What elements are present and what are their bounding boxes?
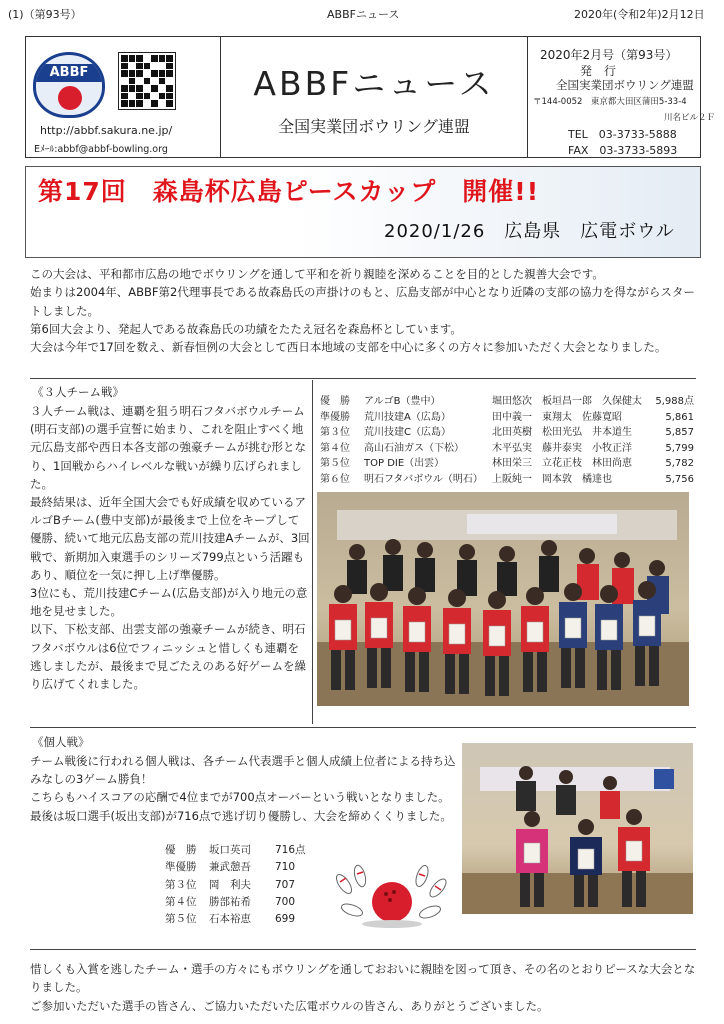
divider	[30, 727, 696, 728]
individual-score: 710	[275, 861, 296, 874]
organization-name: 全国実業団ボウリング連盟	[278, 117, 470, 136]
issue-number: (1)（第93号）	[8, 8, 82, 21]
running-header: ABBFニュース	[327, 8, 400, 21]
newsletter-title: ABBFニュース	[253, 64, 495, 103]
individual-rank: 準優勝	[165, 861, 197, 874]
result-rank: 第４位	[320, 442, 350, 454]
result-rank: 優 勝	[320, 396, 350, 407]
result-row	[320, 410, 698, 426]
email-link[interactable]: Eﾒｰﾙ:abbf@abbf-bowling.org	[34, 144, 168, 155]
building: 川名ビル２Ｆ	[664, 113, 716, 123]
result-rank: 第５位	[320, 458, 350, 470]
bowling-pins-icon	[330, 862, 450, 932]
result-players: 田中義一 東翔太 佐藤寛昭	[492, 411, 622, 423]
individual-result-row	[165, 859, 311, 876]
team-paragraph: 3位にも、荒川技建Cチーム(広島支部)が入り地元の意地を見せました。	[30, 586, 308, 619]
individual-results	[165, 842, 311, 928]
individual-rank: 第３位	[165, 878, 197, 891]
individual-rank: 第５位	[165, 913, 197, 926]
team-results	[320, 394, 698, 488]
result-team: TOP DIE（出雲）	[364, 458, 445, 470]
masthead-divider	[220, 36, 221, 158]
closing-text	[30, 960, 696, 1015]
result-players: 堀田悠次 板垣昌一郎 久保健太	[492, 396, 642, 407]
individual-score: 699	[275, 913, 296, 926]
individual-name: 勝部祐希	[209, 895, 251, 908]
result-score: 5,861	[665, 411, 694, 423]
website-link[interactable]: http://abbf.sakura.ne.jp/	[40, 124, 173, 137]
result-team: 高山石油ガス（下松）	[364, 442, 464, 454]
masthead-divider	[527, 36, 528, 158]
result-row	[320, 394, 698, 410]
individual-winners-photo	[462, 743, 693, 914]
result-rank: 第６位	[320, 473, 350, 485]
issue-line: 2020年2月号（第93号）	[540, 48, 678, 62]
result-players: 北田英樹 松田光弘 井本道生	[492, 427, 632, 439]
issue-date: 2020年(令和2年)2月12日	[574, 8, 705, 21]
result-players: 林田栄三 立花正枝 林田尚恵	[492, 458, 632, 470]
individual-heading: 《個人戦》	[32, 735, 90, 749]
result-players: 木平弘実 藤井泰実 小牧正洋	[492, 442, 632, 454]
result-score: 5,782	[665, 458, 694, 470]
individual-score: 707	[275, 878, 296, 891]
team-paragraph: 最終結果は、近年全国大会でも好成績を収めているアルゴBチーム(豊中支部)が最後まで上位をキープして優勝、続いて地元広島支部の荒川技建Aチームが、3回戦で、新期加入東選手のシリーズ799点という活躍もあり、順位を一気に押し上げ準優勝。	[30, 495, 310, 582]
publisher-name: 全国実業団ボウリング連盟	[556, 78, 694, 92]
closing-paragraph: ご参加いただいた選手の皆さん、ご協力いただいた広電ボウルの皆さん、ありがとうございました。	[30, 998, 549, 1013]
result-rank: 第３位	[320, 427, 350, 439]
abbf-logo	[33, 52, 105, 118]
individual-result-row	[165, 894, 311, 911]
address: 〒144-0052 東京都大田区蒲田5-33-4	[533, 97, 687, 107]
individual-name: 岡 利夫	[209, 878, 251, 891]
divider	[30, 949, 696, 950]
intro-paragraph: 第6回大会より、発起人である故森島氏の功績をたたえ冠名を森島杯としています。	[30, 321, 462, 336]
bowling-ball-icon	[58, 86, 82, 110]
closing-paragraph: 惜しくも入賞を逃したチーム・選手の方々にもボウリングを通しておおいに親睦を図って頂き、その名のとおりピースな大会となりました。	[30, 962, 696, 995]
individual-text	[30, 752, 460, 825]
fax: FAX 03-3733-5893	[568, 144, 678, 157]
individual-score: 716点	[275, 844, 306, 856]
result-players: 上阪純一 岡本敦 橘達也	[492, 473, 612, 485]
individual-rank: 優 勝	[165, 844, 197, 856]
individual-result-row	[165, 842, 311, 859]
team-group-photo	[317, 492, 689, 706]
result-team: 荒川技建C（広島）	[364, 427, 451, 439]
article-subtitle: 2020/1/26 広島県 広電ボウル	[384, 221, 675, 242]
individual-rank: 第４位	[165, 895, 197, 908]
individual-paragraph: こちらもハイスコアの応酬で4位までが700点オーバーという戦いとなりました。	[30, 790, 450, 805]
individual-result-row	[165, 911, 311, 928]
individual-name: 坂口英司	[209, 844, 251, 856]
result-team: 明石フタバボウル（明石）	[364, 473, 483, 485]
intro-text	[30, 265, 696, 356]
qr-code-icon[interactable]	[118, 52, 176, 110]
result-score: 5,988点	[655, 396, 694, 407]
result-score: 5,857	[665, 427, 694, 439]
team-paragraph: ３人チーム戦は、連覇を狙う明石フタバボウルチーム(明石支部)の選手宣誓に始まり、これを阻止すべく地元広島支部や西日本各支部の強豪チームが挑む形となり、1回戦からハイレベルな戦いが繰り広げられました。	[30, 404, 306, 491]
divider	[30, 378, 696, 379]
tel: TEL 03-3733-5888	[568, 128, 677, 141]
team-text	[30, 402, 310, 693]
article-title: 第17回 森島杯広島ピースカップ 開催!!	[38, 177, 540, 206]
intro-paragraph: 始まりは2004年、ABBF第2代理事長である故森島氏の声掛けのもと、広島支部が中心となり近隣の支部の協力を得ながらスタートしました。	[30, 285, 695, 318]
individual-name: 石本裕恵	[209, 913, 251, 926]
individual-paragraph: チーム戦後に行われる個人戦は、各チーム代表選手と個人成績上位者による持ち込みなしの3ゲーム勝負！	[30, 754, 456, 787]
result-rank: 準優勝	[320, 411, 350, 423]
result-row	[320, 441, 698, 457]
result-score: 5,799	[665, 442, 694, 454]
publish-label: 発 行	[580, 64, 617, 78]
team-paragraph: 以下、下松支部、出雲支部の強豪チームが続き、明石フタバボウルは6位でフィニッシュと惜しくも連覇を逃しましたが、最後まで見ごたえのある好ゲームを繰り広げてくれました。	[30, 622, 306, 692]
intro-paragraph: 大会は今年で17回を数え、新春恒例の大会として西日本地域の支部を中心に多くの方々に参加いただく大会となりました。	[30, 340, 667, 355]
logo-text: ABBF	[36, 64, 102, 82]
result-row	[320, 472, 698, 488]
individual-result-row	[165, 877, 311, 894]
intro-paragraph: この大会は、平和都市広島の地でボウリングを通して平和を祈り親睦を深めることを目的とした親善大会です。	[30, 267, 604, 281]
individual-paragraph: 最後は坂口選手(坂出支部)が716点で逃げ切り優勝し、大会を締めくくりました。	[30, 808, 452, 823]
result-row	[320, 456, 698, 472]
team-heading: 《３人チーム戦》	[32, 385, 124, 399]
result-row	[320, 425, 698, 441]
result-score: 5,756	[665, 473, 694, 485]
result-team: 荒川技建A（広島）	[364, 411, 451, 423]
column-divider	[312, 380, 313, 724]
individual-name: 兼武憩吾	[209, 861, 251, 874]
individual-score: 700	[275, 895, 296, 908]
result-team: アルゴB（豊中）	[364, 396, 441, 407]
